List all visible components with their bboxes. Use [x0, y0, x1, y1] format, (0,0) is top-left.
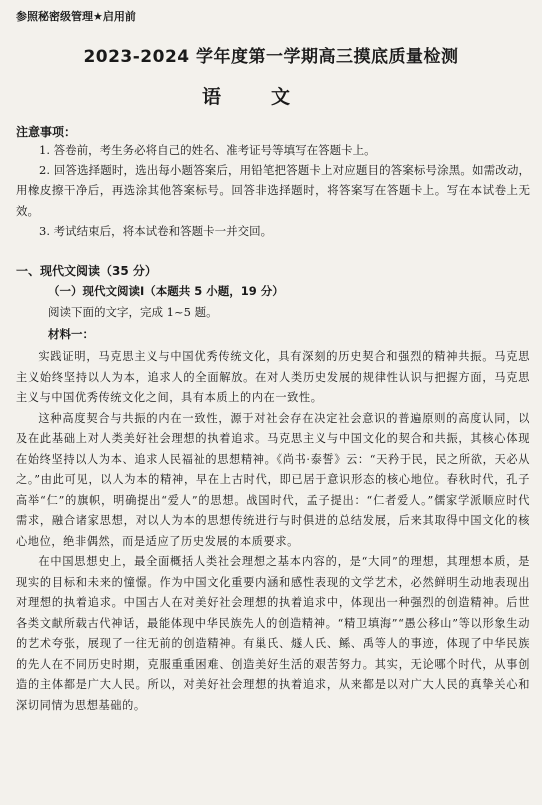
reading-instruction: 阅读下面的文字，完成 1~5 题。	[48, 305, 218, 319]
notice-heading: 注意事项：	[16, 125, 77, 139]
section-heading: 一、现代文阅读（35 分）	[16, 264, 157, 278]
material-text	[16, 347, 530, 716]
notice-item: 1. 答卷前，考生务必将自己的姓名、准考证号等填写在答题卡上。	[39, 143, 376, 157]
subject-title: 语文	[201, 86, 340, 108]
paragraph: 这种高度契合与共振的内在一致性，源于对社会存在决定社会意识的普遍原则的高度认同，以及在此基础上对人类美好社会理想的执着追求。马克思主义与中国文化的契合和共振，其核心体现在始终坚持以人为本、追求人民福祉的思想精神。《尚书·泰誓》云：“天矜于民，民之所欲，天必从之。”由此可见，以人为本的精神，早在上古时代，即已居于意识形态的核心地位。春秋时代，孔子高举“仁”的旗帜，明确提出“爱人”的思想。战国时代，孟子提出：“仁者爱人。”儒家学派顺应时代需求，融合诸家思想，对以人为本的思想传统进行与时俱进的总结发展，后来其取得中国文化的核心地位，绝非偶然，而是适应了历史发展的本质要求。	[16, 411, 530, 548]
paragraph: 实践证明，马克思主义与中国优秀传统文化，具有深刻的历史契合和强烈的精神共振。马克思主义始终坚持以人为本，追求人的全面解放。在对人类历史发展的规律性认识与把握方面，马克思主义与中国优秀传统文化之间，具有本质上的内在一致性。	[16, 350, 530, 404]
notice-list	[16, 140, 530, 241]
security-tag: 参照秘密级管理★启用前	[16, 10, 136, 23]
subsection-heading: （一）现代文阅读Ⅰ（本题共 5 小题，19 分）	[48, 284, 284, 298]
notice-item: 2. 回答选择题时，选出每小题答案后，用铅笔把答题卡上对应题目的答案标号涂黑。如需改动，用橡皮擦干净后，再选涂其他答案标号。回答非选择题时，将答案写在答题卡上。写在本试卷上无效。	[16, 163, 530, 218]
paragraph: 在中国思想史上，最全面概括人类社会理想之基本内容的，是“大同”的理想，其理想本质，是现实的目标和未来的憧憬。作为中国文化重要内涵和感性表现的文学艺术，必然鲜明生动地表现出对理想的执着追求。中国古人在对美好社会理想的执着追求中，体现出一种强烈的创造精神。后世各类文献所载古代神话，最能体现中华民族先人的创造精神。“精卫填海”“愚公移山”等以形象生动的艺术夸张，展现了一往无前的创造精神。有巢氏、燧人氏、鲧、禹等人的事迹，体现了中华民族的先人在不同历史时期，克服重重困难、创造美好生活的艰苦努力。其实，无论哪个时代，从事创造的主体都是广大人民。所以，对美好社会理想的执着追求，从来都是以对广大人民的真挚关心和深切同情为思想基础的。	[16, 555, 530, 712]
notice-item: 3. 考试结束后，将本试卷和答题卡一并交回。	[39, 223, 273, 238]
exam-title: 2023-2024 学年度第一学期高三摸底质量检测	[83, 47, 459, 67]
material-label: 材料一：	[48, 327, 94, 341]
